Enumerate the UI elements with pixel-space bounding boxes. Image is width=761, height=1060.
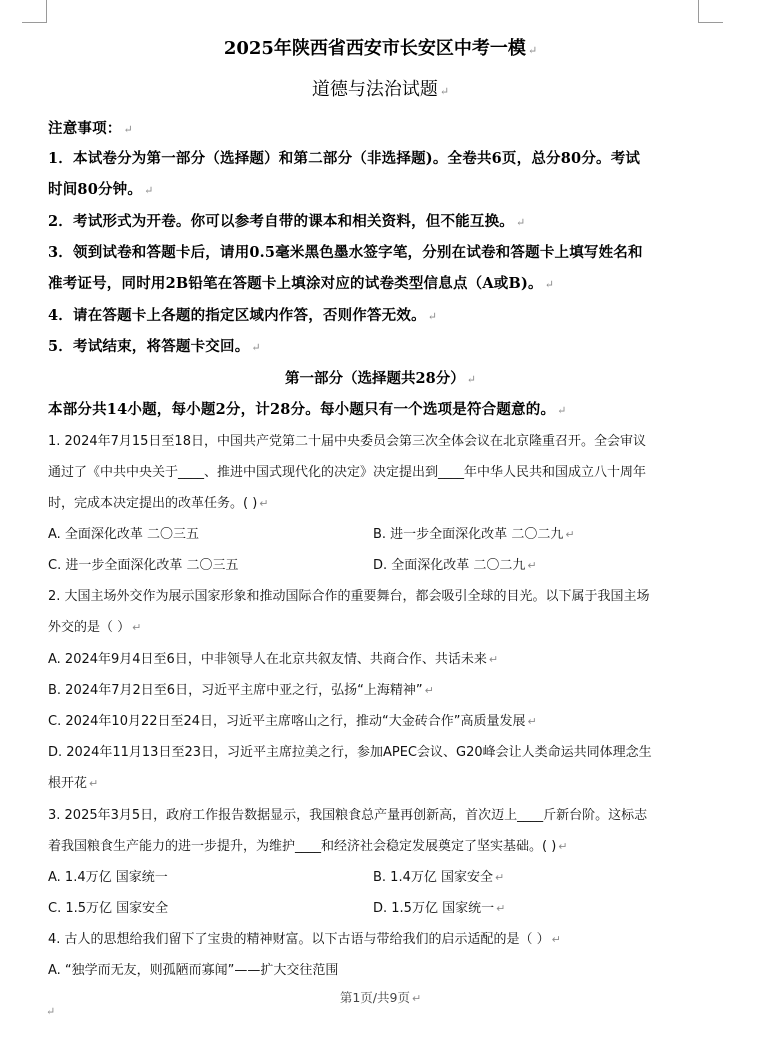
question-2-option-c: C. 2024年10月22日至24日，习近平主席喀山之行，推动“大金砖合作”高质量发展 ↵ [48, 714, 537, 729]
question-3-option-c: C. 1.5万亿 国家安全 [48, 901, 169, 916]
question-2-text-2: 外交的是（ ） ↵ [48, 620, 142, 635]
notice-item-1: 1．本试卷分为第一部分（选择题）和第二部分（非选择题)。全卷共6页，总分80分。考试 [48, 150, 641, 167]
question-1-option-c: C. 进一步全面深化改革 二〇三五 [48, 558, 239, 573]
paragraph-mark: ↵ [46, 1005, 56, 1018]
section-title: 第一部分（选择题共28分） ↵ [285, 370, 476, 387]
question-1-option-d: D. 全面深化改革 二〇二九 ↵ [373, 558, 537, 573]
notice-item-1-cont: 时间80分钟。 ↵ [48, 181, 154, 198]
question-1-option-b: B. 进一步全面深化改革 二〇二九 ↵ [373, 527, 575, 542]
crop-mark-top-right [698, 0, 723, 23]
notice-item-2: 2．考试形式为开卷。你可以参考自带的课本和相关资料，但不能互换。 ↵ [48, 213, 526, 230]
crop-mark-top-left [22, 0, 47, 23]
notice-item-5: 5．考试结束，将答题卡交回。 ↵ [48, 338, 261, 355]
notice-item-3: 3．领到试卷和答题卡后，请用0.5毫米黑色墨水签字笔，分别在试卷和答题卡上填写姓名和 [48, 244, 643, 261]
page-footer: 第1页/共9页 ↵ [339, 990, 422, 1005]
question-4-option-a: A. “独学而无友，则孤陋而寡闻”——扩大交往范围 [48, 963, 339, 978]
question-1-option-a: A. 全面深化改革 二〇三五 [48, 527, 200, 542]
question-3-option-d: D. 1.5万亿 国家统一 ↵ [373, 901, 506, 916]
question-2-text: 2. 大国主场外交作为展示国家形象和推动国际合作的重要舞台，都会吸引全球的目光。以下属于我国主场 [48, 589, 650, 604]
question-3-option-b: B. 1.4万亿 国家安全 ↵ [373, 870, 505, 885]
question-1-text-2: 通过了《中共中央关于____、推进中国式现代化的决定》决定提出到____年中华人民共和国成立八十周年 [48, 465, 647, 480]
question-3-option-a: A. 1.4万亿 国家统一 [48, 870, 168, 885]
question-2-option-a: A. 2024年9月4日至6日，中非领导人在北京共叙友情、共商合作、共话未来 ↵ [48, 652, 499, 667]
notice-item-3-cont: 准考证号，同时用2B铅笔在答题卡上填涂对应的试卷类型信息点（A或B)。 ↵ [48, 275, 555, 292]
question-2-option-b: B. 2024年7月2日至6日，习近平主席中亚之行，弘扬“上海精神” ↵ [48, 683, 434, 698]
question-3-text: 3. 2025年3月5日，政府工作报告数据显示，我国粮食总产量再创新高，首次迈上____斤新台阶。这标志 [48, 808, 648, 823]
question-3-text-2: 着我国粮食生产能力的进一步提升，为维护____和经济社会稳定发展奠定了坚实基础。( ) ↵ [48, 839, 568, 854]
notice-heading: 注意事项： ↵ [48, 120, 133, 137]
exam-subtitle: 道德与法治试题 ↵ [311, 79, 450, 100]
section-intro: 本部分共14小题，每小题2分，计28分。每小题只有一个选项是符合题意的。 ↵ [48, 401, 567, 418]
question-1-text: 1. 2024年7月15日至18日，中国共产党第二十届中央委员会第三次全体会议在北京隆重召开。全会审议 [48, 434, 646, 449]
question-2-option-d: D. 2024年11月13日至23日，习近平主席拉美之行，参加APEC会议、G20峰会让人类命运共同体理念生 [48, 745, 652, 760]
exam-title: 2025年陕西省西安市长安区中考一模 ↵ [223, 38, 538, 59]
question-2-option-d-cont: 根开花 ↵ [48, 776, 99, 791]
question-1-text-3: 时，完成本决定提出的改革任务。( ) ↵ [48, 496, 269, 511]
notice-item-4: 4．请在答题卡上各题的指定区域内作答，否则作答无效。 ↵ [48, 307, 438, 324]
question-4-text: 4. 古人的思想给我们留下了宝贵的精神财富。以下古语与带给我们的启示适配的是（ ） ↵ [48, 932, 561, 947]
